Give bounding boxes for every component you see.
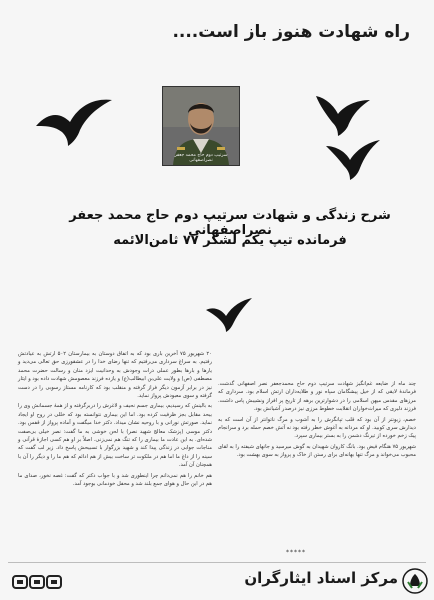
headline: راه شهادت هنوز باز است.... [172, 22, 410, 42]
end-mark: ***** [286, 549, 306, 556]
bird-icon [324, 136, 382, 180]
publisher-name: مرکز اسناد ایثارگران [244, 569, 398, 587]
bird-icon [34, 96, 114, 148]
paragraph: شهریور ۷۵ هنگام فیض بود. بانگ کاروان شهیدان به گوش میرسید و جانهای شیفته را به لقای محبوب می‌خواند و مرگ تنها بهانه‌ای برای رستن از خاک و پرواز به سوی بهشت بود. [218, 443, 416, 459]
paragraph: هم خانم را هم نمی‌دانم چرا اینطوری شد و با جواب دکتر که گفت: غصه نخور، صدای ما هم در این حال و هوای جمع بلند شد و محفل خودمانی بوجود آمد. [18, 472, 212, 488]
article-subtitle: فرمانده تیپ یکم لشکر ۷۷ ثامن‌الائمه [113, 233, 347, 248]
paragraph: به بالینش که رسیدیم، بیماری جسم نحیف و لاغرش را دربرگرفته و از همهٔ جسمانش وی را بیحد مقابل بجز ظرفیت کرده بود. اما این بیماری نتوانسته بود که خللی در روح او ایجاد نماید. صورتش نورانی و با روحیه نشان میداد. دکتر خدا میگفت و آماده پرواز از قفس بود. دکتر موسی (پزشک معالج شهید نصر) با لحن خوشی به ما گفت: نصر خیلی بی‌صفت شده‌ای. به این عادت ما بیماری را که تنگ هم نمی‌زنی. اصلاً بر او هم کسی اجازهٔ قرآنی و مناجات جوابی در زندگی پیدا کند و شهید بزرگوار با تسبیحش پاسخ داد. زیر لب گفت که سینه را از داغ ما اما هم در ملکوت تر ساخت بیش از هم ادائم که هم ما را و دیگر را آن با همچنان آن آمد. [18, 403, 212, 469]
footer-divider [8, 562, 426, 563]
portrait-photo [162, 86, 240, 166]
article-title: شرح زندگی و شهادت سرتیپ دوم حاج محمد جعفر نصراصفهانی [69, 208, 391, 238]
body-column-left [18, 350, 212, 491]
publication-logo-icon [12, 574, 62, 590]
body-column-right [218, 380, 416, 462]
bird-icon [204, 296, 254, 332]
bird-icon [314, 92, 372, 136]
paragraph: خصم، زیونتر از آن بود که قلب تپانگرش را به آشوب و مرگ ناتوانتر از آن است که به دیدارش سری کوبید. او که مردانه به آغوش خطر رفته بود نه آتش خصم حمله برد و سرانجام پیک زخم خورده از تیرنگ دشمن را به بستر بیماری سپرد. [218, 416, 416, 440]
paragraph: چند ماه از ضایعه غم‌انگیز شهادت سرتیپ دوم حاج محمدجعفر نصر اصفهانی گذشت. فرماندهٔ لایقی که از خیل پیشگامان سپاه نور و طلایه‌داران ارتش اسلام بود. سرداری که مرزهای مقدس میهن اسلامی را در دشوارترین برهه از تاریخ پر افراز ونشیبش پاس داشت. فرزند دلیری که میراث‌خواران انقلابت خطوط مرزی نیز درصدر آشیانش بود. [218, 381, 416, 413]
portrait-caption: سرتیپ دوم حاج محمد جعفر نصراصفهانی [174, 153, 228, 163]
paragraph: ۲۰ شهریور ۷۵ آخرین باری بود که به اتفاق دوستان به بیمارستان ۵۰۲ ارتش به عیادتش رفتیم. به سراغ سرداری می‌رفتیم که تنها رضای خدا را در عشقورزی حق تعالی می‌دید و یارها و بارها بطور عملی ذرات وجودش به وحدانیت ایزد منان و رسالت حضرت محمد مصطفی (ص) و ولایت علی‌بن ابیطالب(ع) و یازده فرزند معصومش شهادت داده بود و ایثار نیز در برابر آزمون دیگر فراز گرفته و منقلب بود که کارنامه مستاز رسوبی را در دست گرفته و سوی معبودش پرواز نماید. [18, 351, 212, 400]
emblem-icon [402, 568, 428, 594]
